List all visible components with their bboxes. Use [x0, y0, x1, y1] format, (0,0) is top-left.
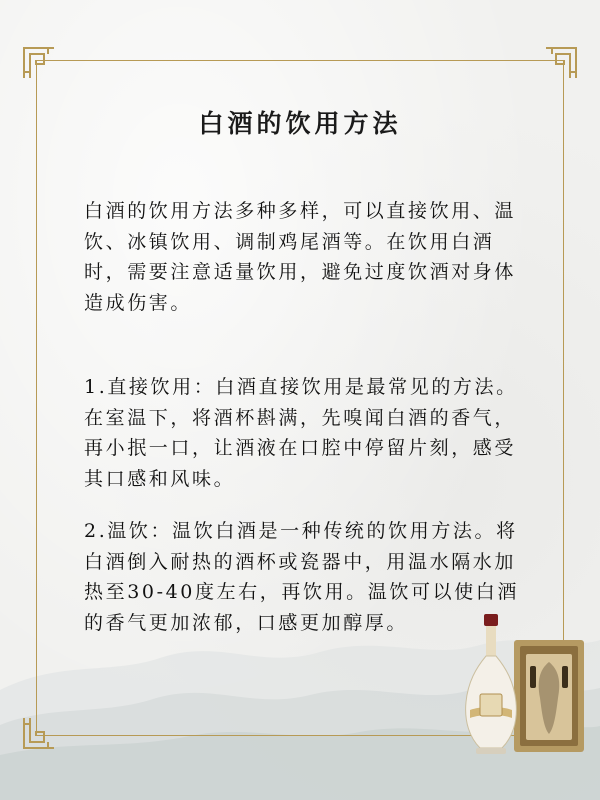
corner-ornament-icon — [22, 46, 56, 80]
corner-ornament-icon — [544, 46, 578, 80]
intro-paragraph: 白酒的饮用方法多种多样，可以直接饮用、温饮、冰镇饮用、调制鸡尾酒等。在饮用白酒时，需要注意适量饮用，避免过度饮酒对身体造成伤害。 — [84, 200, 517, 314]
liquor-bottle-gift-box-image — [440, 610, 590, 760]
corner-ornament-icon — [22, 716, 56, 750]
page-title: 白酒的饮用方法 — [198, 109, 402, 138]
section-direct-drinking: 1.直接饮用：白酒直接饮用是最常见的方法。在室温下，将酒杯斟满，先嗅闻白酒的香气，再小抿一口，让酒液在口腔中停留片刻，感受其口感和风味。 — [84, 376, 518, 490]
section-warm-drinking: 2.温饮：温饮白酒是一种传统的饮用方法。将白酒倒入耐热的酒杯或瓷器中，用温水隔水加热至30-40度左右，再饮用。温饮可以使白酒的香气更加浓郁，口感更加醇厚。 — [84, 520, 519, 634]
article-body — [84, 196, 528, 638]
